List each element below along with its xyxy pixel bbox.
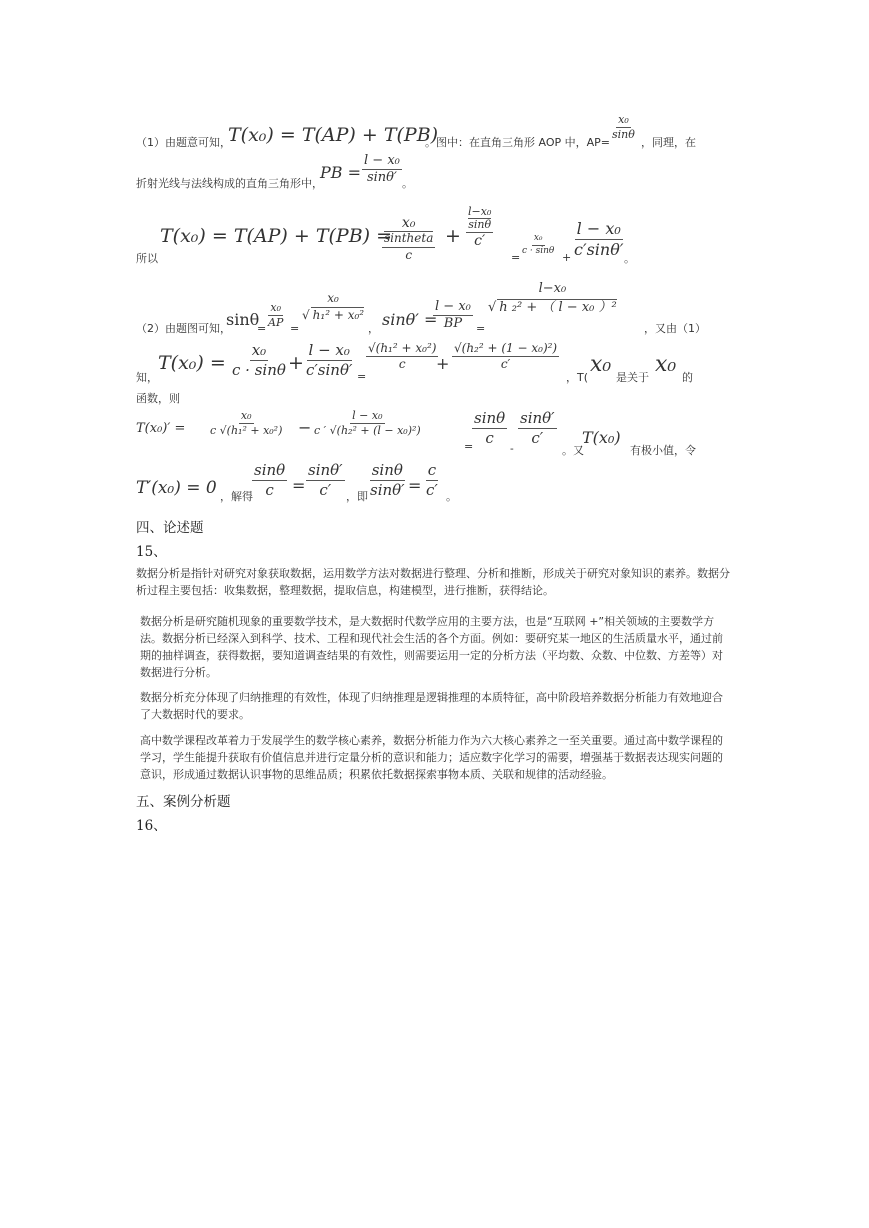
eq-6: = <box>292 476 306 495</box>
part2-fraction-1: $\frac{\text{x₀}}{c \cdot \sin\theta}$ <box>232 341 286 379</box>
function-then-text: 函数，则 <box>136 392 180 405</box>
part2-intro-label: （2）由题图可知， <box>136 322 231 335</box>
part2-fraction-2: $\frac{\text{l − x₀}}{c'\sin\theta'}$ <box>306 341 353 379</box>
section4-paragraph-4: 高中数学课程改革着力于发展学生的数学核心素养，数据分析能力作为六大核心素养之一至关重要。通过高中数学课程的学习，学生能提升获取有价值信息并进行定量分析的意识和能力；适应数字化学习的需要，增强基于数据表达现实问题的意识，形成通过数据认识事物的思维品质；积累依托数据探索事物本质、关联和规律的活动经验。 <box>140 734 723 781</box>
t-open: ，T( <box>566 371 589 384</box>
x0-variable-b: x₀ <box>655 352 677 377</box>
derivative-fraction-2: $\frac{\text{l − x₀}}{\text{c ′ √(h₂² + (l − x₀)²)}}$ <box>314 409 421 438</box>
big-fraction-2: l−x₀ sinθ c′ <box>468 205 492 250</box>
t-x0-symbol: T(x₀) <box>582 428 621 447</box>
part1-triangle-text: 。图中：在直角三角形 AOP 中，AP= <box>425 136 610 149</box>
part1-line2-end: 。 <box>402 177 413 190</box>
part2-fraction-3: $\frac{\text{√(h₁² + x₀²)}}{c}$ <box>368 341 437 372</box>
dash: - <box>510 442 514 455</box>
x0-over-ap-fraction: $\frac{\text{x₀}}{AP}$ <box>268 301 284 330</box>
part1-intro-label: （1）由题意可知， <box>136 136 231 149</box>
pb-equation-left: PB = <box>320 163 362 182</box>
section4-paragraph-2: 数据分析是研究随机现象的重要数学技术，是大数据时代数学应用的主要方法，也是“互联网 +”相关领域的主要数学方法。数据分析已经深入到科学、技术、工程和现代社会生活的各个方面。例如：要研究某一地区的生活质量水平，通过前期的抽样调查，获得数据，要知道调查结果的有效性，则需要运用一定的分析方法（平均数、众数、中位数、方差等）对数据进行分析。 <box>140 615 723 679</box>
so-label: 所以 <box>136 252 158 265</box>
big-fraction-1: x₀ sintheta c <box>384 215 434 262</box>
section4-title: 四、论述题 <box>136 520 204 536</box>
sin-theta-prime-label: sinθ′ = <box>382 310 438 329</box>
lx0-over-bp-fraction: $\frac{\text{l − x₀}}{BP}$ <box>435 299 471 332</box>
solve-label: ，解得 <box>220 490 253 503</box>
minus: − <box>298 418 312 437</box>
solution-fraction-4: $\frac{c}{c'}$ <box>426 461 438 499</box>
of-text: 的 <box>682 371 693 384</box>
sin-theta-label: sinθ <box>226 310 260 329</box>
section4-paragraph-3: 数据分析充分体现了归纳推理的有效性，体现了归纳推理是逻辑推理的本质特征，高中阶段培养数据分析能力有效地迎合了大数据时代的要求。 <box>140 691 723 721</box>
derivative-fraction-4: $\frac{\sin\theta'}{c'}$ <box>520 409 555 447</box>
pb-fraction: $\frac{\text{l − x₀}}{\sin\theta'}$ <box>364 153 400 186</box>
derivative-fraction-3: $\frac{\sin\theta}{c}$ <box>474 409 506 447</box>
know-label: 知， <box>136 371 158 384</box>
part2-end: 。 <box>446 490 457 503</box>
solution-fraction-2: $\frac{\sin\theta'}{c'}$ <box>308 461 343 499</box>
part2-again-label: ，又由（1） <box>644 322 706 335</box>
tail-plus: + <box>562 251 572 264</box>
part1-end: 。 <box>624 252 635 265</box>
plus-1: + <box>288 352 304 374</box>
min-value-text: 有极小值，令 <box>630 444 696 457</box>
part1-refraction-text: 折射光线与法线构成的直角三角形中， <box>136 177 323 190</box>
eq-7: = <box>408 476 422 495</box>
comma-1: ， <box>368 322 379 335</box>
eq-5: = <box>464 440 474 453</box>
question-16-number: 16、 <box>136 818 167 834</box>
question-15-number: 15、 <box>136 544 167 560</box>
section4-paragraph-1: 数据分析是指针对研究对象获取数据，运用数学方法对数据进行整理、分析和推断，形成关于研究对象知识的素养。数据分析过程主要包括：收集数据，整理数据，提取信息，构建模型，进行推断，获得结论。 <box>136 567 730 597</box>
eq-4: = <box>357 370 367 383</box>
sqrt-fraction-2: l−x₀ √ h ₂² + （ l − x₀ ）² <box>486 282 619 316</box>
big-equation-left: T(x₀) = T(AP) + T(PB) = <box>160 225 393 247</box>
tail-fraction-2: $\frac{\text{l − x₀}}{c'\sin\theta'}$ <box>574 219 624 259</box>
part1-total-time-equation: T(x₀) = T(AP) + T(PB) <box>228 124 439 146</box>
solution-fraction-3: $\frac{\sin\theta}{\sin\theta'}$ <box>370 461 405 499</box>
tail-equals: = <box>511 251 521 264</box>
eq-3: = <box>476 322 486 335</box>
x0-variable-a: x₀ <box>590 352 612 377</box>
big-plus: + <box>445 225 461 247</box>
part2-t-equation: T(x₀) = <box>158 352 226 374</box>
ap-fraction: $\frac{\text{x₀}}{\sin\theta}$ <box>612 113 635 142</box>
derivative-fraction-1: $\frac{\text{x₀}}{\text{c √(h₁² + x₀²)}}$ <box>210 409 283 438</box>
part2-fraction-4: $\frac{\text{√(h₂² + (1 − x₀)²)}}{c'}$ <box>454 341 558 372</box>
solution-fraction-1: $\frac{\sin\theta}{c}$ <box>254 461 286 499</box>
derivative-left: T(x₀)′ = <box>136 421 186 436</box>
again-label: 。又 <box>562 444 584 457</box>
zero-derivative-equation: T′(x₀) = 0 <box>136 478 217 498</box>
sqrt-fraction-1: x₀ √ h₁² + x₀² <box>300 292 366 322</box>
plus-2: + <box>436 354 450 373</box>
part1-similarly-text: ，同理，在 <box>641 136 696 149</box>
eq-2: = <box>290 322 300 335</box>
about-text: 是关于 <box>616 371 649 384</box>
namely-label: ，即 <box>346 490 368 503</box>
section5-title: 五、案例分析题 <box>136 794 231 810</box>
tail-fraction-1: $\frac{\text{x₀}}{c \cdot \sin\theta}$ <box>522 233 555 256</box>
eq-1: = <box>257 322 267 335</box>
